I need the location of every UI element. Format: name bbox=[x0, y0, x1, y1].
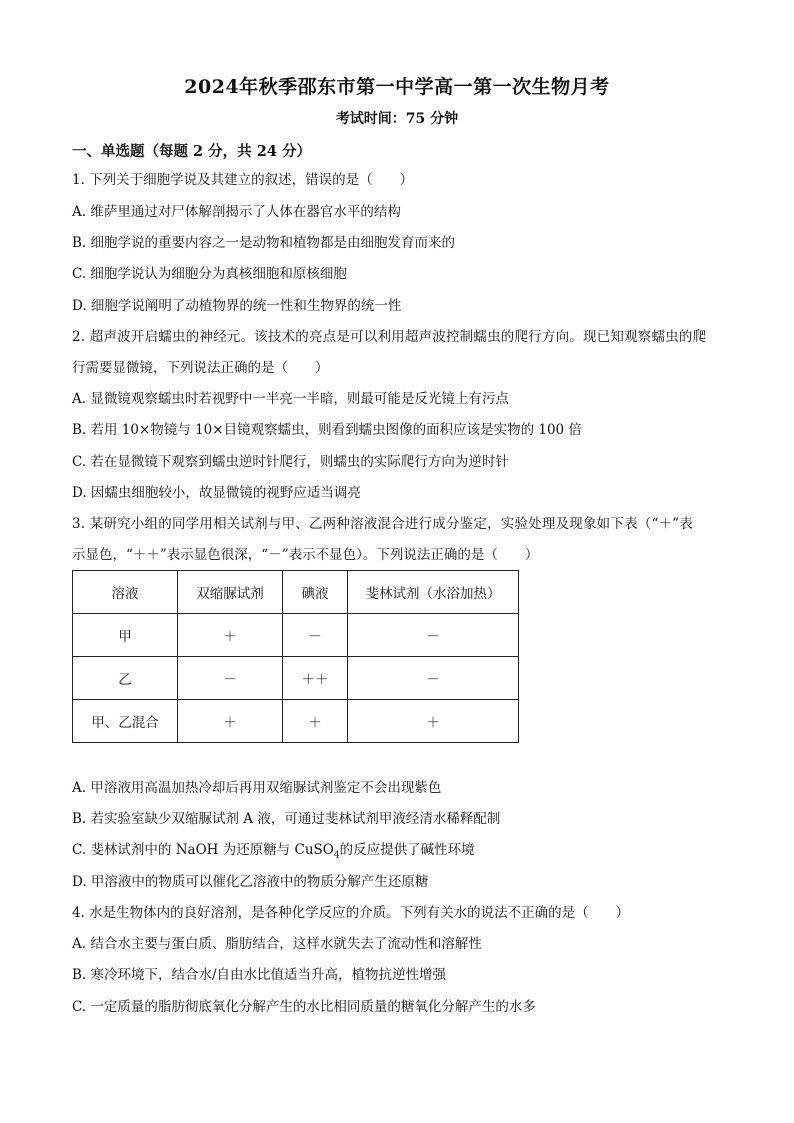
q1-option-b: B. 细胞学说的重要内容之一是动物和植物都是由细胞发育而来的 bbox=[72, 235, 456, 251]
q3-stem-line2: 示显色，“＋＋”表示显色很深，“－”表示不显色）。下列说法正确的是（ ） bbox=[72, 547, 539, 563]
table-cell: 乙 bbox=[73, 657, 178, 700]
table-cell: 甲、乙混合 bbox=[73, 700, 178, 743]
q3-option-b: B. 若实验室缺少双缩脲试剂 A 液，可通过斐林试剂甲液经清水稀释配制 bbox=[72, 811, 501, 827]
q2-stem-line1: 2. 超声波开启蠕虫的神经元。该技术的亮点是可以利用超声波控制蠕虫的爬行方向。现已知观察蠕虫的爬 bbox=[72, 329, 707, 345]
q3-option-a: A. 甲溶液用高温加热冷却后再用双缩脲试剂鉴定不会出现紫色 bbox=[72, 780, 442, 796]
table-cell: ＋＋ bbox=[283, 657, 348, 700]
q4-stem: 4. 水是生物体内的良好溶剂，是各种化学反应的介质。下列有关水的说法不正确的是（ ） bbox=[72, 905, 630, 921]
table-header-cell: 斐林试剂（水浴加热） bbox=[348, 571, 519, 614]
q2-option-a: A. 显微镜观察蠕虫时若视野中一半亮一半暗，则最可能是反光镜上有污点 bbox=[72, 391, 509, 407]
q2-option-c: C. 若在显微镜下观察到蠕虫逆时针爬行，则蠕虫的实际爬行方向为逆时针 bbox=[72, 454, 509, 470]
table-cell: ＋ bbox=[178, 614, 283, 657]
table-row bbox=[73, 700, 519, 743]
q3-option-c bbox=[72, 841, 732, 865]
q2-stem-line2: 行需要显微镜，下列说法正确的是（ ） bbox=[72, 360, 329, 376]
table-header-cell: 双缩脲试剂 bbox=[178, 571, 283, 614]
table-cell: 甲 bbox=[73, 614, 178, 657]
q3-stem-line1: 3. 某研究小组的同学用相关试剂与甲、乙两种溶液混合进行成分鉴定，实验处理及现象如下表（“＋”表 bbox=[72, 516, 694, 532]
table-cell: ＋ bbox=[348, 700, 519, 743]
table-cell: － bbox=[283, 614, 348, 657]
table-row bbox=[73, 657, 519, 700]
q4-option-a: A. 结合水主要与蛋白质、脂肪结合，这样水就失去了流动性和溶解性 bbox=[72, 936, 482, 952]
table-header-cell: 碘液 bbox=[283, 571, 348, 614]
table-cell: ＋ bbox=[178, 700, 283, 743]
exam-title: 2024年秋季邵东市第一中学高一第一次生物月考 bbox=[184, 76, 610, 98]
q2-option-b: B. 若用 10×物镜与 10×目镜观察蠕虫，则看到蠕虫图像的面积应该是实物的 100 倍 bbox=[72, 422, 582, 438]
table-cell: － bbox=[178, 657, 283, 700]
q1-option-d: D. 细胞学说阐明了动植物界的统一性和生物界的统一性 bbox=[72, 298, 402, 314]
q3-option-c-text-end: 的反应提供了碱性环境 bbox=[339, 842, 475, 858]
table-header-row bbox=[73, 571, 519, 614]
q4-option-c: C. 一定质量的脂肪彻底氧化分解产生的水比相同质量的糖氧化分解产生的水多 bbox=[72, 999, 536, 1015]
q1-option-c: C. 细胞学说认为细胞分为真核细胞和原核细胞 bbox=[72, 266, 347, 282]
table-header-cell: 溶液 bbox=[73, 571, 178, 614]
q1-option-a: A. 维萨里通过对尸体解剖揭示了人体在器官水平的结构 bbox=[72, 204, 401, 220]
table-cell: － bbox=[348, 614, 519, 657]
q2-option-d: D. 因蠕虫细胞较小，故显微镜的视野应适当调亮 bbox=[72, 485, 361, 501]
q3-option-c-subscript: 4 bbox=[333, 850, 340, 861]
q4-option-b: B. 寒冷环境下，结合水/自由水比值适当升高，植物抗逆性增强 bbox=[72, 967, 447, 983]
table-row bbox=[73, 614, 519, 657]
exam-time: 考试时间：75 分钟 bbox=[335, 111, 459, 127]
q3-results-table bbox=[72, 570, 519, 743]
q3-option-d: D. 甲溶液中的物质可以催化乙溶液中的物质分解产生还原糖 bbox=[72, 874, 429, 890]
table-cell: － bbox=[348, 657, 519, 700]
q3-option-c-text: C. 斐林试剂中的 NaOH 为还原糖与 CuSO bbox=[72, 842, 334, 858]
q1-stem: 1. 下列关于细胞学说及其建立的叙述，错误的是（ ） bbox=[72, 172, 414, 188]
table-cell: ＋ bbox=[283, 700, 348, 743]
section-heading: 一、单选题（每题 2 分，共 24 分） bbox=[72, 143, 311, 160]
